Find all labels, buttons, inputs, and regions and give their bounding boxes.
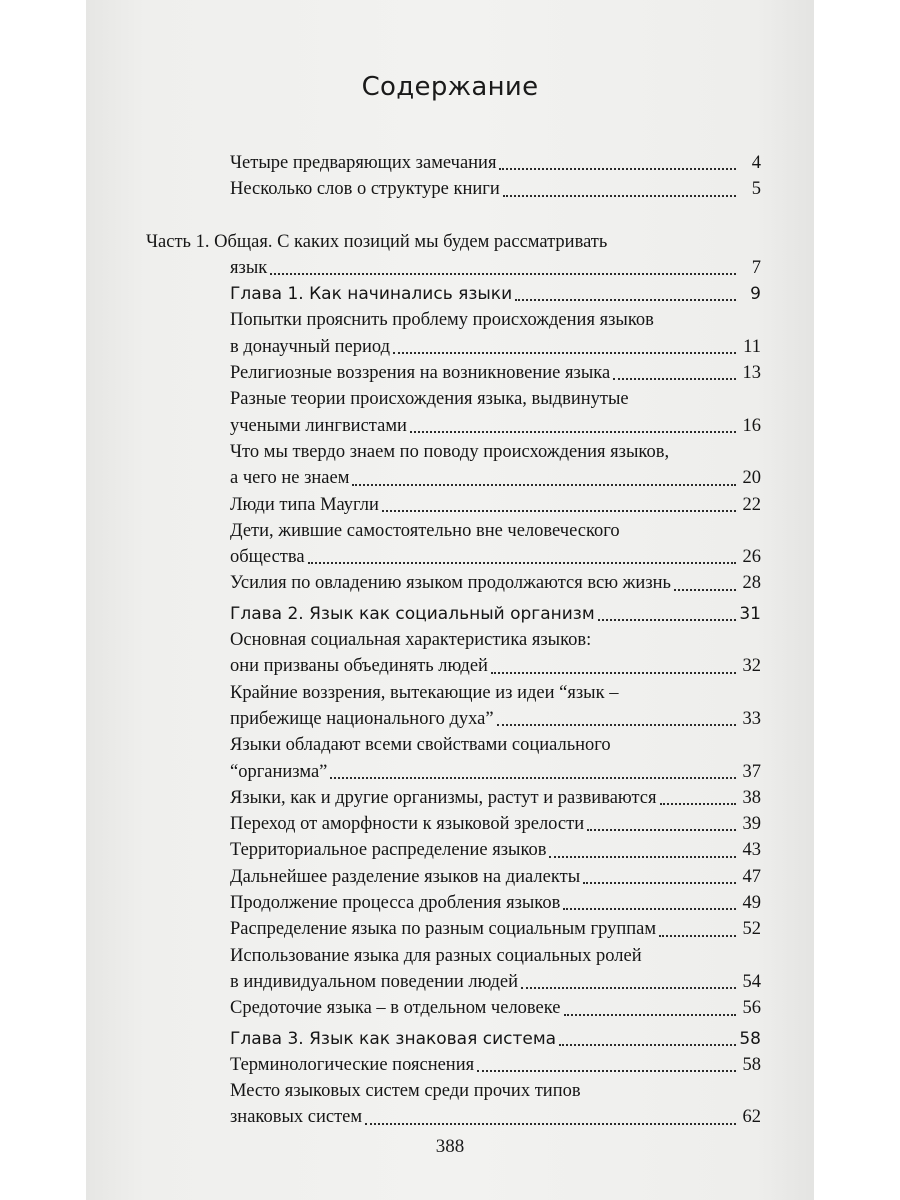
toc-entry <box>230 570 761 596</box>
toc-entry-page: 47 <box>742 866 761 887</box>
toc-entry-text: Место языковых систем среди прочих типов <box>230 1081 581 1102</box>
dot-leader <box>497 724 736 726</box>
toc-entry-text: Попытки прояснить проблему происхождения языков <box>230 310 654 331</box>
toc-entry-page: 37 <box>742 761 761 782</box>
toc-entry-text: общества <box>230 547 305 568</box>
dot-leader <box>499 168 736 170</box>
toc-entry-text: Несколько слов о структуре книги <box>230 179 500 200</box>
toc-entry <box>230 150 761 176</box>
toc-entry-text: язык <box>230 257 268 278</box>
page-number: 388 <box>435 1136 465 1157</box>
toc-chapter-heading <box>230 281 761 307</box>
toc-entry <box>230 176 761 202</box>
toc-entry-text: Четыре предваряющих замечания <box>230 153 497 173</box>
toc-entry-page: 11 <box>743 336 761 357</box>
toc-entry-line1 <box>230 627 761 653</box>
toc-entry-page: 7 <box>751 257 761 278</box>
dot-leader <box>330 777 736 779</box>
toc-entry-text: учеными лингвистами <box>230 415 407 436</box>
toc-entry-page: 62 <box>742 1107 761 1128</box>
toc-entry <box>230 360 761 386</box>
toc-entry-page: 39 <box>742 814 761 835</box>
dot-leader <box>503 195 736 197</box>
toc-entry-page: 33 <box>742 708 761 729</box>
toc-entry-page: 56 <box>742 998 761 1019</box>
dot-leader <box>563 908 736 910</box>
toc-entry-line1 <box>230 680 761 706</box>
dot-leader <box>587 829 736 831</box>
toc-entry-text: Глава 3. Язык как знаковая система <box>230 1028 557 1049</box>
toc-entry <box>230 413 761 439</box>
toc-entry-text: Что мы твердо знаем по поводу происхождения языков, <box>230 441 670 462</box>
toc-chapter-heading <box>230 1026 761 1052</box>
toc-entry-line1 <box>230 518 761 544</box>
toc-entry <box>230 837 761 863</box>
toc-entry-text: Религиозные воззрения на возникновение языка <box>230 363 611 384</box>
toc-entry <box>230 544 761 570</box>
dot-leader <box>583 882 736 884</box>
dot-leader <box>352 484 736 486</box>
toc-entry <box>230 492 761 518</box>
dot-leader <box>477 1070 736 1072</box>
toc-entry-text: Языки, как и другие организмы, растут и развиваются <box>230 787 657 808</box>
toc-entry-page: 32 <box>742 656 761 677</box>
dot-leader <box>559 1044 736 1046</box>
toc-entry-page: 5 <box>751 179 761 200</box>
toc-entry-page: 26 <box>742 547 761 568</box>
toc-entry <box>230 995 761 1021</box>
toc-entry-page: 9 <box>750 284 761 305</box>
toc-entry-text: Дети, жившие самостоятельно вне человеческого <box>230 520 620 541</box>
toc-entry-text: Средоточие языка – в отдельном человеке <box>230 998 561 1019</box>
toc-entry-text: Использование языка для разных социальных ролей <box>230 945 642 966</box>
dot-leader <box>549 856 736 858</box>
dot-leader <box>365 1123 736 1125</box>
toc-entry-page: 31 <box>739 603 761 624</box>
toc-entry-text: в индивидуальном поведении людей <box>230 971 519 992</box>
toc-entry <box>230 706 761 732</box>
toc-chapter-heading <box>230 601 761 627</box>
toc-entry <box>230 759 761 785</box>
toc-entry <box>230 465 761 491</box>
toc-entry-text: Языки обладают всеми свойствами социального <box>230 735 611 756</box>
dot-leader <box>598 619 736 621</box>
book-page <box>86 0 814 1200</box>
toc-entry-text: знаковых систем <box>230 1107 363 1128</box>
toc-entry-text: Основная социальная характеристика языков: <box>230 630 592 651</box>
toc-entry <box>230 969 761 995</box>
toc-entry-page: 22 <box>742 494 761 515</box>
toc-entry-page: 58 <box>742 1054 761 1075</box>
toc-entry-text: Дальнейшее разделение языков на диалекты <box>230 866 581 887</box>
toc-entry-page: 38 <box>742 787 761 808</box>
dot-leader <box>564 1014 737 1016</box>
toc-entry-text: а чего не знаем <box>230 468 350 489</box>
toc-entry-text: Часть 1. Общая. С каких позиций мы будем рассматривать <box>146 231 608 252</box>
dot-leader <box>659 935 736 937</box>
toc-entry <box>230 653 761 679</box>
toc-entry <box>230 916 761 942</box>
toc-entry-text: прибежище национального духа” <box>230 708 494 729</box>
toc-entry-text: Переход от аморфности к языковой зрелости <box>230 814 585 835</box>
toc-entry-page: 58 <box>739 1028 761 1049</box>
toc-entry-page: 16 <box>742 415 761 436</box>
toc-entry-line1 <box>230 439 761 465</box>
page-title: Содержание <box>361 72 539 102</box>
toc-entry-page: 54 <box>742 971 761 992</box>
table-of-contents <box>146 150 761 1131</box>
toc-entry-text: “организма” <box>230 761 328 782</box>
dot-leader <box>382 510 736 512</box>
dot-leader <box>674 589 736 591</box>
dot-leader <box>491 672 736 674</box>
toc-entry <box>230 1052 761 1078</box>
dot-leader <box>521 987 736 989</box>
toc-entry-line1 <box>230 307 761 333</box>
toc-entry <box>230 811 761 837</box>
toc-entry-line1 <box>230 386 761 412</box>
toc-entry <box>230 890 761 916</box>
toc-entry-text: Территориальное распределение языков <box>230 840 547 861</box>
toc-entry-text: Разные теории происхождения языка, выдвинутые <box>230 389 629 410</box>
toc-entry-page: 43 <box>742 840 761 861</box>
toc-entry-page: 4 <box>751 153 761 173</box>
toc-entry-text: Глава 1. Как начинались языки <box>230 284 513 305</box>
toc-entry-text: Крайние воззрения, вытекающие из идеи “язык – <box>230 682 619 703</box>
toc-entry-text: Глава 2. Язык как социальный организм <box>230 603 595 624</box>
toc-entry <box>230 785 761 811</box>
toc-entry-page: 49 <box>742 893 761 914</box>
toc-entry-line1 <box>230 943 761 969</box>
toc-entry-text: Усилия по овладению языком продолжаются всю жизнь <box>230 573 671 594</box>
toc-entry-page: 52 <box>742 919 761 940</box>
toc-entry <box>230 334 761 360</box>
toc-entry-text: Терминологические пояснения <box>230 1054 475 1075</box>
toc-entry-page: 13 <box>742 363 761 384</box>
toc-entry-text: Продолжение процесса дробления языков <box>230 893 561 914</box>
dot-leader <box>308 562 736 564</box>
dot-leader <box>660 803 736 805</box>
toc-entry-line1 <box>230 732 761 758</box>
toc-entry-text: Люди типа Маугли <box>230 494 379 515</box>
toc-entry-text: они призваны объединять людей <box>230 656 488 677</box>
dot-leader <box>613 378 736 380</box>
dot-leader <box>270 273 736 275</box>
toc-entry-text: Распределение языка по разным социальным группам <box>230 919 657 940</box>
toc-entry <box>230 1104 761 1130</box>
toc-entry-text: в донаучный период <box>230 336 390 357</box>
dot-leader <box>410 431 736 433</box>
toc-entry-line1 <box>230 1078 761 1104</box>
toc-part-heading-line1 <box>146 229 761 255</box>
toc-entry <box>230 255 761 281</box>
dot-leader <box>515 299 736 301</box>
toc-entry-page: 20 <box>742 468 761 489</box>
toc-entry <box>230 864 761 890</box>
toc-entry-page: 28 <box>742 573 761 594</box>
dot-leader <box>393 352 736 354</box>
